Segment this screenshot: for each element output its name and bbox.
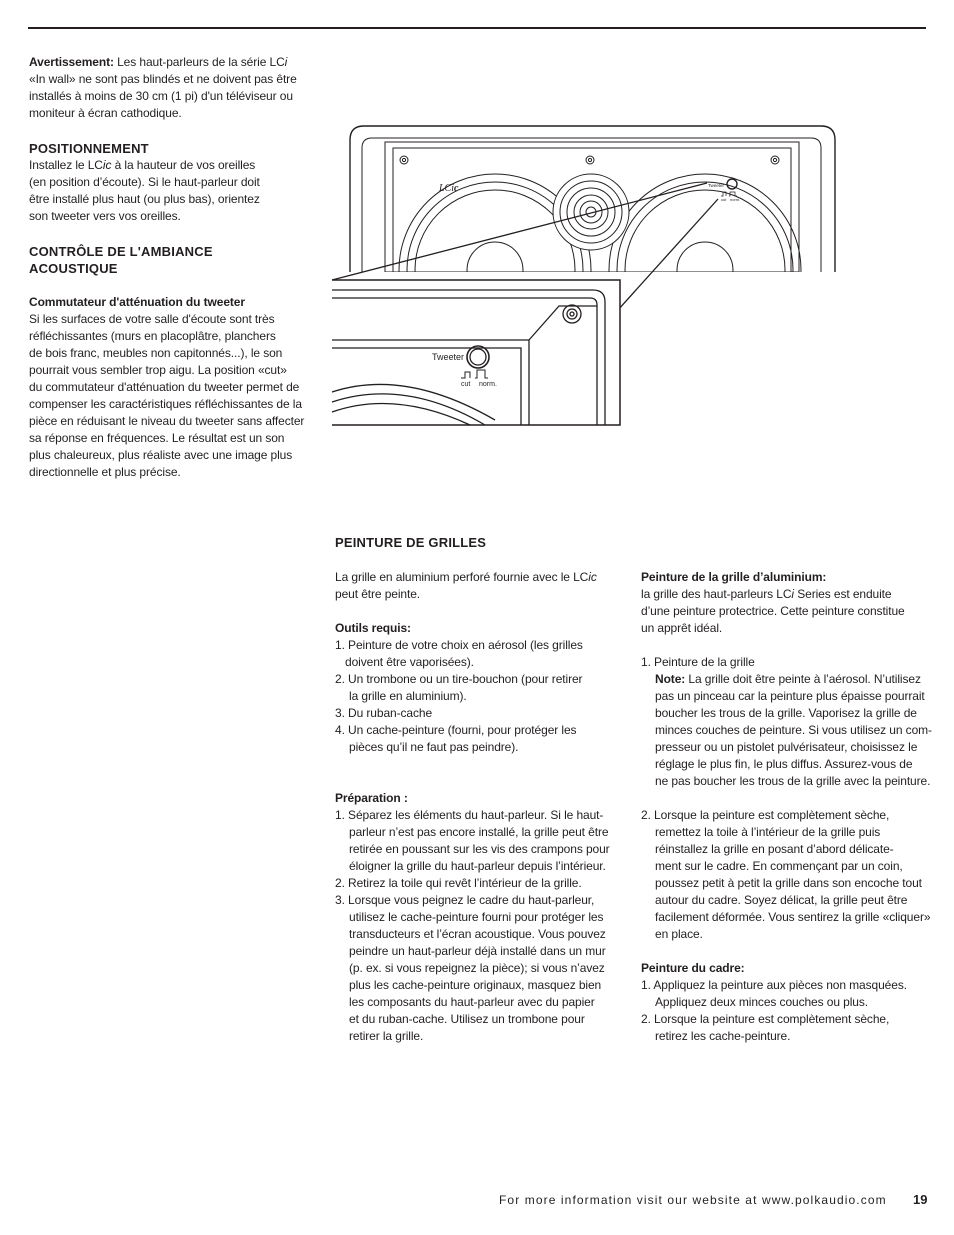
spacer — [641, 637, 941, 654]
warning-line: moniteur à écran cathodique. — [29, 106, 182, 120]
frame-item-cont: retirez les cache-peinture. — [655, 1029, 791, 1043]
top-rule — [28, 27, 926, 29]
step2-line-1: 2. Lorsque la peinture est complètement sèche, — [641, 808, 890, 822]
note-line-1 — [641, 671, 941, 688]
positioning-text: à la hauteur de vos oreilles — [111, 158, 256, 172]
footer-website-text: For more information visit our website at www.polkaudio.com — [499, 1193, 887, 1207]
warning-label: Avertissement: — [29, 55, 114, 69]
ambiance-line: pièce en réduisant le niveau du tweeter sans affecter — [29, 414, 305, 428]
page-number: 19 — [913, 1192, 928, 1207]
small-norm-label: norm. — [730, 197, 741, 202]
step2-line: facilement déformée. Vous sentirez la grille «cliquer» — [655, 910, 931, 924]
intro-line-2: peut être peinte. — [335, 587, 421, 601]
center-tweeter — [553, 174, 629, 250]
step2-line: ment sur le cadre. En commençant par un coin, — [655, 859, 903, 873]
prep-item-cont: les composants du haut-parleur avec du papier — [349, 995, 595, 1009]
ambiance-heading-line: CONTRÔLE DE L'AMBIANCE — [29, 244, 213, 259]
prep-item-cont: éloigner la grille du haut-parleur depuis l’intérieur. — [349, 859, 606, 873]
step2-line: réinstallez la grille en posant d’abord délicate- — [655, 842, 894, 856]
positioning-line: son tweeter vers vos oreilles. — [29, 209, 181, 223]
screw-icon — [588, 158, 591, 161]
note-line: ne pas boucher les trous de la grille avec la peinture. — [655, 774, 931, 788]
note-line: presseur ou un pistolet pulvérisateur, choisissez le — [655, 740, 918, 754]
ambiance-line: du commutateur d'atténuation du tweeter permet de — [29, 380, 300, 394]
ambiance-line: réfléchissantes (murs en placoplâtre, planchers — [29, 329, 276, 343]
warning-model-suffix: i — [284, 55, 288, 69]
spacer — [641, 790, 941, 807]
model-suffix: i — [791, 587, 794, 601]
tweeter-label: Tweeter — [432, 352, 465, 362]
positioning-text: Installez le LC — [29, 158, 103, 172]
spacer — [641, 943, 941, 960]
warning-line: installés à moins de 30 cm (1 pi) d'un téléviseur ou — [29, 89, 293, 103]
ambiance-line: plus chaleureux, plus réaliste avec une image plus — [29, 448, 293, 462]
frame-heading: Peinture du cadre: — [641, 961, 745, 975]
intro-text: La grille en aluminium perforé fournie avec le LC — [335, 570, 589, 584]
warning-block — [29, 54, 319, 122]
callout-line — [332, 183, 707, 280]
prep-item-cont: et du ruban-cache. Utilisez un trombone pour — [349, 1012, 585, 1026]
ambiance-line: Si les surfaces de votre salle d'écoute sont très — [29, 312, 275, 326]
step1-title: 1. Peinture de la grille — [641, 655, 755, 669]
prep-item-cont: plus les cache-peinture originaux, masquez bien — [349, 978, 602, 992]
speaker-logo: LCic — [439, 183, 459, 194]
alu-line: un apprêt idéal. — [641, 621, 723, 635]
positioning-line: être installé plus haut (ou plus bas), orientez — [29, 192, 260, 206]
ambiance-line: pourrait vous sembler trop aigu. La position «cut» — [29, 363, 287, 377]
tools-item-cont: doivent être vaporisées). — [345, 655, 474, 669]
prep-item-cont: retirer la grille. — [349, 1029, 424, 1043]
ambiance-heading — [29, 243, 213, 277]
frame-item: 2. Lorsque la peinture est complètement sèche, — [641, 1012, 890, 1026]
screw-icon — [400, 156, 408, 164]
alu-text: Series est enduite — [794, 587, 892, 601]
spacer — [335, 756, 625, 773]
prep-heading: Préparation : — [335, 791, 408, 805]
screw-icon — [402, 158, 405, 161]
prep-item: 3. Lorsque vous peignez le cadre du haut-parleur, — [335, 893, 595, 907]
step2-line: poussez petit à petit la grille dans son encoche tout — [655, 876, 922, 890]
frame-item: 1. Appliquez la peinture aux pièces non masquées. — [641, 978, 907, 992]
painting-left-column — [335, 569, 625, 1045]
warning-text: Les haut-parleurs de la série LC — [113, 55, 285, 69]
alu-heading: Peinture de la grille d’aluminium: — [641, 570, 827, 584]
note-line: pas un pinceau car la peinture plus épaisse pourrait — [655, 689, 925, 703]
prep-item-cont: parleur n’est pas encore installé, la grille peut être — [349, 825, 609, 839]
ambiance-body — [29, 294, 319, 481]
zoom-inset — [332, 280, 620, 425]
ambiance-line: de bois franc, meubles non capitonnés...), le son — [29, 346, 283, 360]
prep-item-cont: (p. ex. si vous repeignez la pièce); si vous n’avez — [349, 961, 605, 975]
note-line: réglage le plus fin, le plus diffus. Assurez-vous de — [655, 757, 913, 771]
norm-label: norm. — [479, 381, 497, 388]
step2-line: autour du cadre. Soyez délicat, la grille peut être — [655, 893, 908, 907]
prep-item-cont: utilisez le cache-peinture fourni pour protéger les — [349, 910, 604, 924]
tweeter-knob-small — [727, 179, 737, 189]
positioning-body — [29, 157, 319, 225]
painting-right-column — [641, 569, 941, 1045]
positioning-line: (en position d’écoute). Si le haut-parleur doit — [29, 175, 260, 189]
ambiance-line: compenser les caractéristiques réfléchissantes de la — [29, 397, 302, 411]
frame-item-cont: Appliquez deux minces couches ou plus. — [655, 995, 868, 1009]
note-label: Note: — [655, 672, 686, 686]
step2-line: en place. — [655, 927, 703, 941]
note-line: minces couches de peinture. Si vous utilisez un com- — [655, 723, 932, 737]
spacer — [335, 773, 625, 790]
positioning-heading: POSITIONNEMENT — [29, 141, 149, 156]
prep-item: 1. Séparez les éléments du haut-parleur. Si le haut- — [335, 808, 604, 822]
small-cut-label: cut — [721, 197, 727, 202]
warning-line-1 — [29, 54, 319, 71]
tools-item-cont: pièces qu’il ne faut pas peindre). — [349, 740, 519, 754]
small-tweeter-label: Tweeter — [708, 183, 725, 188]
tools-heading: Outils requis: — [335, 621, 411, 635]
positioning-line-1 — [29, 157, 319, 174]
tools-item-cont: la grille en aluminium). — [349, 689, 467, 703]
warning-line: «In wall» ne sont pas blindés et ne doivent pas être — [29, 72, 297, 86]
ambiance-line: directionnelle et plus précise. — [29, 465, 181, 479]
screw-icon — [771, 156, 779, 164]
model-name: ic — [102, 158, 112, 172]
step2-line: remettez la toile à l’intérieur de la grille puis — [655, 825, 881, 839]
screw-icon — [586, 156, 594, 164]
tools-item: 3. Du ruban-cache — [335, 706, 433, 720]
alu-line: d’une peinture protectrice. Cette peinture constitue — [641, 604, 905, 618]
tools-item: 1. Peinture de votre choix en aérosol (les grilles — [335, 638, 583, 652]
model-name: ic — [588, 570, 597, 584]
prep-item-cont: peindre un haut-parleur déjà installé dans un mur — [349, 944, 606, 958]
cut-label: cut — [461, 381, 471, 388]
note-line: boucher les trous de la grille. Vaporisez la grille de — [655, 706, 917, 720]
prep-item-cont: transducteurs et l’écran acoustique. Vous pouvez — [349, 927, 606, 941]
speaker-illustration — [325, 120, 845, 430]
ambiance-subheading: Commutateur d'atténuation du tweeter — [29, 295, 245, 309]
prep-item-cont: retirée en poussant sur les vis des crampons pour — [349, 842, 610, 856]
alu-line-1 — [641, 586, 941, 603]
painting-heading: PEINTURE DE GRILLES — [335, 535, 487, 550]
alu-text: la grille des haut-parleurs LC — [641, 587, 792, 601]
note-text: La grille doit être peinte à l’aérosol. N’utilisez — [685, 672, 921, 686]
ambiance-line: sa réponse en fréquences. Le résultat est un son — [29, 431, 285, 445]
screw-icon — [773, 158, 776, 161]
tools-item: 4. Un cache-peinture (fourni, pour protéger les — [335, 723, 577, 737]
ambiance-heading-line: ACOUSTIQUE — [29, 261, 118, 276]
tools-item: 2. Un trombone ou un tire-bouchon (pour retirer — [335, 672, 583, 686]
spacer — [335, 603, 625, 620]
intro-line-1 — [335, 569, 625, 586]
prep-item: 2. Retirez la toile qui revêt l’intérieur de la grille. — [335, 876, 582, 890]
